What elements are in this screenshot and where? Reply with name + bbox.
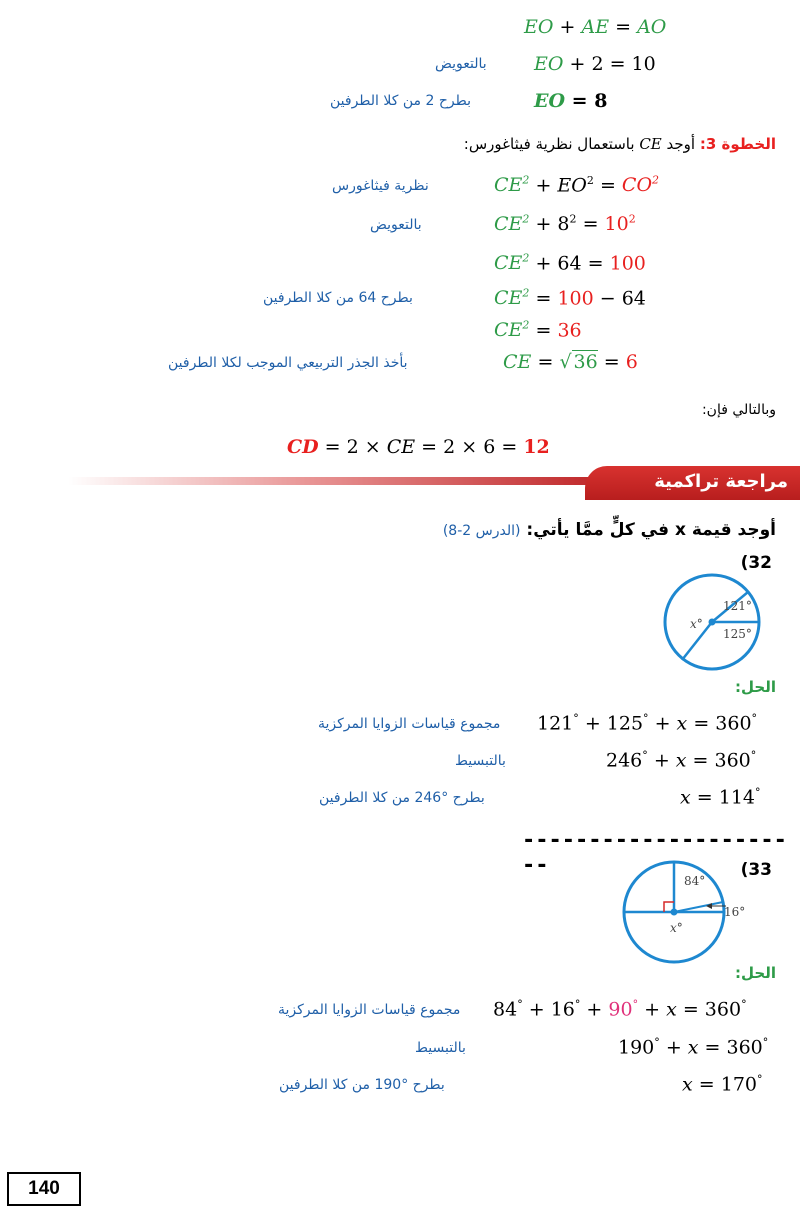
note-subtract-2: بطرح 2 من كلا الطرفين <box>330 93 471 109</box>
note-subtract-64: بطرح 64 من كلا الطرفين <box>263 290 413 306</box>
pyth-row-2: $CE^2 + 8^2 = 10^2$ <box>494 213 636 236</box>
p32-note-subtract: بطرح °246 من كلا الطرفين <box>319 790 485 806</box>
pyth-row-6: CE = √ 36 = 6 <box>503 351 638 373</box>
p33-row-2: 190° + x = 360° <box>618 1036 769 1059</box>
section-divider-line <box>68 477 598 485</box>
pyth-row-5: $CE^2 = 36$ <box>494 319 582 342</box>
p33-note-simplify: بالتبسيط <box>415 1040 466 1056</box>
note-square-root: بأخذ الجذر التربيعي الموجب لكلا الطرفين <box>168 355 408 371</box>
section-banner <box>585 466 800 500</box>
p32-angle-x: x° <box>690 617 703 631</box>
p33-solution-label: الحل: <box>735 964 776 982</box>
p32-note-simplify: بالتبسيط <box>455 753 506 769</box>
step3-text-after: باستعمال نظرية فيثاغورس: <box>463 135 635 153</box>
pyth-row-3: $CE^2 + 64 = 100$ <box>494 252 646 275</box>
p32-row-3: x = 114° <box>680 786 761 809</box>
pyth-row-4: $CE^2 = 100 - 64$ <box>494 287 646 310</box>
note-pythagoras: نظرية فيثاغورس <box>332 178 429 194</box>
pyth-row-1: $CE^2 + EO^2 = CO^2$ <box>494 174 660 197</box>
final-cd-equation: CD = 2 × CE = 2 × 6 = 12 <box>287 436 550 458</box>
step3-text-before: أوجد <box>666 135 696 153</box>
step3-heading <box>464 135 776 153</box>
equation-eo-substitution: EO + 2 = 10 <box>534 53 656 75</box>
therefore-text: وبالتالي فإن: <box>701 402 776 418</box>
p33-row-1: 84° + 16° + 90° + x = 360° <box>493 998 747 1021</box>
problem-33-number: (33 <box>740 860 772 880</box>
step3-var: CE <box>639 135 662 153</box>
note-substitution: بالتعويض <box>435 56 487 72</box>
problem-33-circle-figure <box>618 857 778 967</box>
problem-separator: ---------------------- <box>522 828 787 878</box>
p33-note-subtract: بطرح °190 من كلا الطرفين <box>279 1077 445 1093</box>
p33-row-3: x = 170° <box>682 1073 763 1096</box>
section-banner-title: مراجعة تراكمية <box>654 471 788 492</box>
p32-note-sum: مجموع قياسات الزوايا المركزية <box>318 716 501 732</box>
p32-row-1: 121° + 125° + x = 360° <box>537 712 758 735</box>
problem-32-number: (32 <box>740 553 772 573</box>
p32-angle-125: 125° <box>723 627 752 641</box>
problem-32-circle-figure <box>660 570 770 674</box>
equation-eo-ae-ao: EO + AE = AO <box>524 16 667 38</box>
p33-angle-16: 16° <box>724 905 746 919</box>
lesson-reference: (الدرس 2-8) <box>442 523 521 539</box>
p32-solution-label: الحل: <box>735 678 776 696</box>
p32-angle-121: 121° <box>723 599 752 613</box>
p32-row-2: 246° + x = 360° <box>606 749 757 772</box>
p33-angle-84: 84° <box>684 874 706 888</box>
p33-note-sum: مجموع قياسات الزوايا المركزية <box>278 1002 461 1018</box>
instruction-text: أوجد قيمة x في كلٍّ ممَّا يأتي: <box>526 520 776 540</box>
p33-angle-x: x° <box>670 921 683 935</box>
page-number: 140 <box>7 1172 81 1206</box>
equation-eo-result: EO = 8 <box>534 90 608 112</box>
note-substitution-2: بالتعويض <box>370 217 422 233</box>
step3-label: الخطوة 3: <box>699 135 776 153</box>
exercise-instruction <box>443 520 776 540</box>
